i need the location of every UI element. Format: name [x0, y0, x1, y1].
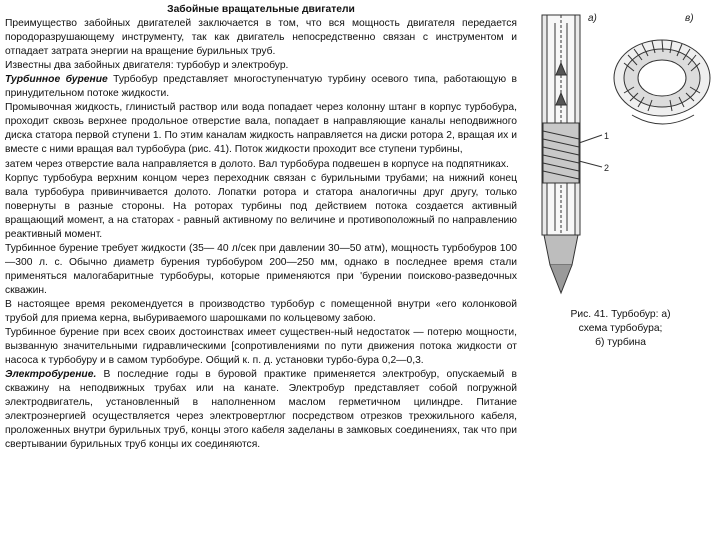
paragraph-text: Турбинное бурение требует жидкости (35— 40 л/сек при давлении 30—50 атм), мощность турбобуров 100—300 л. с. Обычно диаметр бурения турбобуром 200—250 мм, однако в последнее время стали применяться малогабаритные турбобуры, которые применяются при 'бурении поисково-разведочных скважин. — [5, 242, 517, 296]
paragraph-1 — [5, 17, 517, 59]
caption-line-3: б) турбина — [595, 337, 646, 348]
paragraph-5 — [5, 158, 517, 172]
figure-label-b: в) — [685, 13, 694, 24]
paragraph-2 — [5, 59, 517, 73]
figure-label-1: 1 — [604, 131, 610, 141]
paragraph-9 — [5, 326, 517, 368]
figure-caption — [528, 308, 713, 350]
caption-line-1: Рис. 41. Турбобур: а) — [570, 309, 671, 320]
paragraph-3 — [5, 73, 517, 101]
paragraph-text: Преимущество забойных двигателей заключается в том, что вся мощность двигателя передается породоразрушающему инструменту, так как двигатель непосредственно связан с инструментом и отпадает затрата энергии на вращение бурильных труб. — [5, 18, 517, 58]
paragraph-text: Известны два забойных двигателя: турбобур и электробур. — [5, 60, 289, 72]
paragraph-7 — [5, 242, 517, 298]
text-column — [5, 3, 517, 453]
paragraph-text: Турбинное бурение при всех своих достоинствах имеет существен-ный недостаток — потерю мощности, вызванную значительными гидравлическими [сопротивлениями по пути движения потока жидкости от насоса к турбобуру и в самом турбобуре. Общий к. п. д. установки турбо-бура 0,2—0,3. — [5, 327, 517, 367]
turbodrill-schematic — [542, 15, 602, 293]
paragraph-text: В настоящее время рекомендуется в производство турбобур с помещенной внутри «его колонковой трубой для приема керна, выбуриваемого шарошками по кольцевому забою. — [5, 298, 517, 325]
figure-label-a: а) — [588, 13, 597, 24]
page-title: Забойные вращательные двигатели — [167, 4, 355, 15]
paragraph-text: В последние годы в буровой практике применяется электробур, опускаемый в скважину на неподвижных трубах или на канате. Электробур представляет собой погружной электродвигатель, установленный в наполненном маслом герметичном цилиндре. Питание электроэнергией осуществляется через электровертлюг посредством отрезков трехжильного кабеля, проложенных внутри бурильных труб, концы этого кабеля заделаны в замковых соединениях, так что при свертывании бурильных труб концы их соединяются. — [5, 369, 517, 451]
turbodrill-figure — [522, 3, 715, 303]
paragraph-10 — [5, 368, 517, 452]
paragraph-lead: Турбинное бурение — [5, 74, 108, 86]
figure-label-2: 2 — [604, 163, 610, 173]
paragraph-text: Промывочная жидкость, глинистый раствор или вода попадает через колонну штанг в корпус турбобура, проходит сквозь верхнее продольное отверстие вала, попадает в направляющие каналы неподвижного диска статора первой ступени 1. По этим каналам жидкость направляется на диски ротора 2, вращая их и вместе с ними вращая вал турбобура (рис. 41). Поток жидкости проходит все ступени турбины, — [5, 102, 517, 156]
paragraph-lead: Электробурение. — [5, 369, 97, 381]
turbine-view — [614, 40, 710, 124]
paragraph-8 — [5, 298, 517, 326]
paragraph-4 — [5, 101, 517, 157]
paragraph-text: затем через отверстие вала направляется в долото. Вал турбобура подвешен в корпусе на подпятниках. — [5, 158, 509, 170]
caption-line-2: схема турбобура; — [578, 323, 663, 334]
paragraph-text: Корпус турбобура верхним концом через переходник связан с бурильными трубами; на нижний конец вала турбобура привинчивается долото. Лопатки ротора и статора аналогичны друг другу, только повернуты в разные стороны. На роторах турбины под действием потока создается активный вращающий момент, а на статорах - равный активному по величине и противоположный по направлению реактивный момент. — [5, 172, 517, 240]
paragraph-6 — [5, 172, 517, 242]
paragraph-text: Турбобур представляет многоступенчатую турбину осевого типа, работающую в принудительном потоке жидкости. — [5, 74, 517, 100]
